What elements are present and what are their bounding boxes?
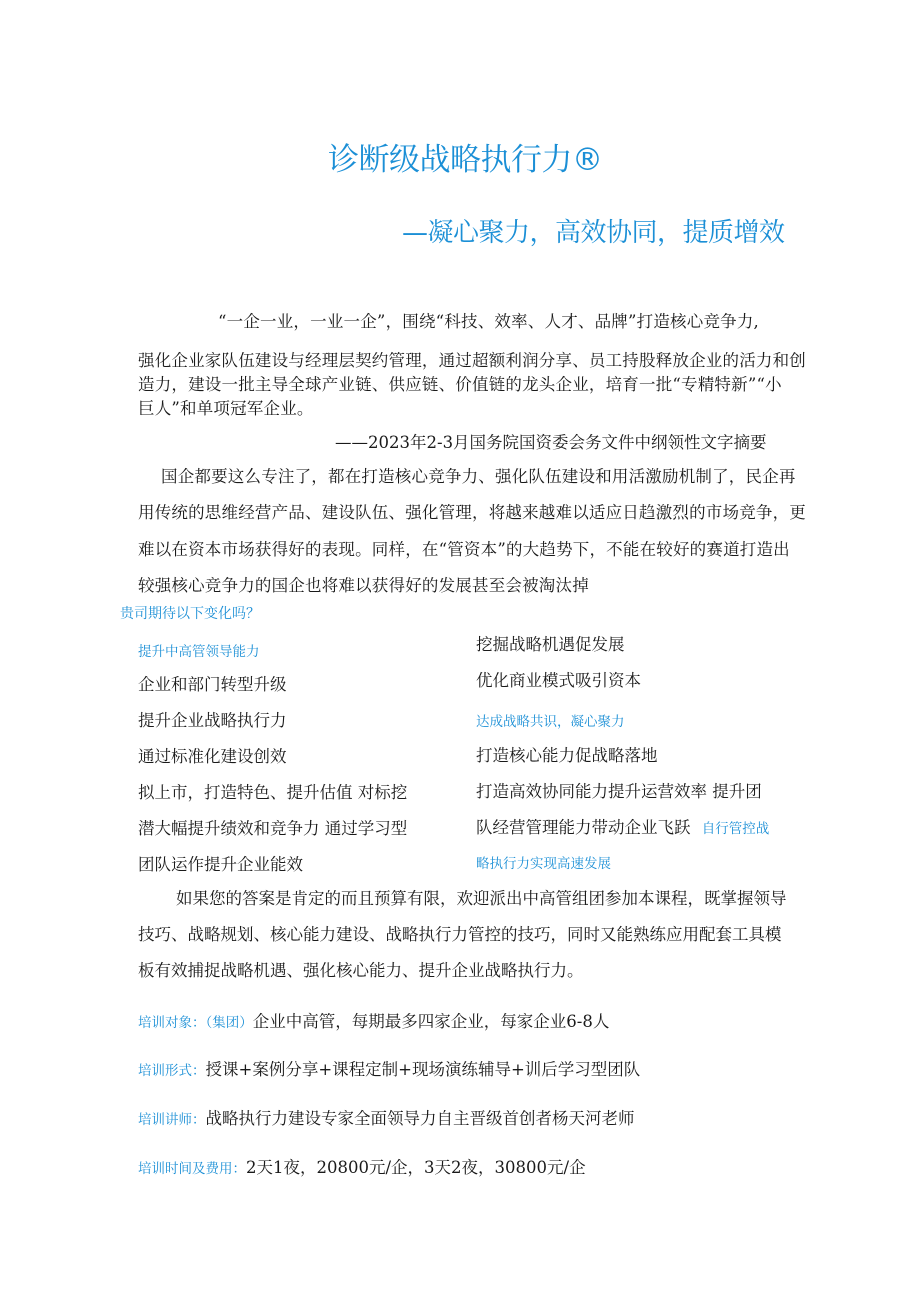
cta-line: 如果您的答案是肯定的而且预算有限，欢迎派出中高管组团参加本课程，既掌握领导 — [176, 889, 787, 908]
cta-line: 技巧、战略规划、核心能力建设、战略执行力管控的技巧，同时又能熟练应用配套工具模 — [138, 925, 782, 944]
info-value: 战略执行力建设专家全面领导力自主晋级首创者杨天河老师 — [205, 1109, 635, 1128]
page-title: 诊断级战略执行力® — [328, 142, 603, 178]
info-value: 2天1夜，20800元/企，3天2夜，30800元/企 — [246, 1158, 586, 1177]
info-label: 培训形式： — [138, 1063, 206, 1079]
inline-label: 自行管控战 — [701, 821, 770, 837]
cta-line: 板有效捕捉战略机遇、强化核心能力、提升企业战略执行力。 — [138, 961, 584, 980]
changes-prompt: 贵司期待以下变化吗？ — [120, 606, 260, 622]
body-line: 国企都要这么专注了，都在打造核心竞争力、强化队伍建设和用活激励机制了，民企再 — [161, 467, 796, 486]
info-label: 培训对象：（集团） — [138, 1015, 253, 1031]
body-line: 用传统的思维经营产品、建设队伍、强化管理，将越来越难以适应日趋激烈的市场竞争，更 — [138, 503, 806, 522]
body-line: 难以在资本市场获得好的表现。同样，在“管资本”的大趋势下，不能在较好的赛道打造出 — [138, 540, 790, 559]
body-line: 较强核心竞争力的国企也将难以获得好的发展甚至会被淘汰掉 — [138, 576, 589, 595]
quote-line: 造力，建设一批主导全球产业链、供应链、价值链的龙头企业，培育一批“专精特新”“小 — [138, 375, 782, 394]
list-item: 优化商业模式吸引资本 — [476, 671, 641, 690]
info-label: 培训时间及费用： — [138, 1161, 246, 1177]
list-item: 提升企业战略执行力 — [138, 711, 287, 730]
left-column-label: 提升中高管领导能力 — [138, 644, 260, 660]
list-item: 打造核心能力促战略落地 — [476, 746, 658, 765]
info-label: 培训讲师： — [138, 1112, 206, 1128]
list-item: 团队运作提升企业能效 — [138, 855, 303, 874]
list-item: 拟上市，打造特色、提升估值 对标挖 — [138, 783, 408, 802]
info-lecturer — [138, 1105, 635, 1129]
list-item-text: 队经营管理能力带动企业飞跃 — [476, 818, 691, 837]
info-value: 授课+案例分享+课程定制+现场演练辅导+训后学习型团队 — [205, 1060, 641, 1079]
list-item — [476, 814, 769, 838]
list-item: 潜大幅提升绩效和竞争力 通过学习型 — [138, 819, 408, 838]
info-format — [138, 1056, 640, 1080]
right-column-label: 略执行力实现高速发展 — [476, 856, 611, 872]
info-value: 企业中高管，每期最多四家企业，每家企业6-8人 — [252, 1012, 610, 1031]
list-item: 打造高效协同能力提升运营效率 提升团 — [476, 782, 762, 801]
quote-source: ——2023年2-3月国务院国资委会务文件中纲领性文字摘要 — [335, 433, 767, 452]
quote-line: 强化企业家队伍建设与经理层契约管理，通过超额利润分享、员工持股释放企业的活力和创 — [138, 351, 806, 370]
list-item: 企业和部门转型升级 — [138, 675, 287, 694]
list-item: 挖掘战略机遇促发展 — [476, 635, 625, 654]
right-column-label: 达成战略共识，凝心聚力 — [476, 714, 625, 730]
quote-line: “一企一业，一业一企”，围绕“科技、效率、人才、品牌”打造核心竞争力, — [218, 312, 759, 331]
info-audience — [138, 1008, 609, 1032]
page-subtitle: —凝心聚力，高效协同，提质增效 — [402, 218, 785, 248]
info-schedule — [138, 1154, 586, 1178]
list-item: 通过标准化建设创效 — [138, 747, 287, 766]
quote-line: 巨人”和单项冠军企业。 — [138, 399, 314, 418]
